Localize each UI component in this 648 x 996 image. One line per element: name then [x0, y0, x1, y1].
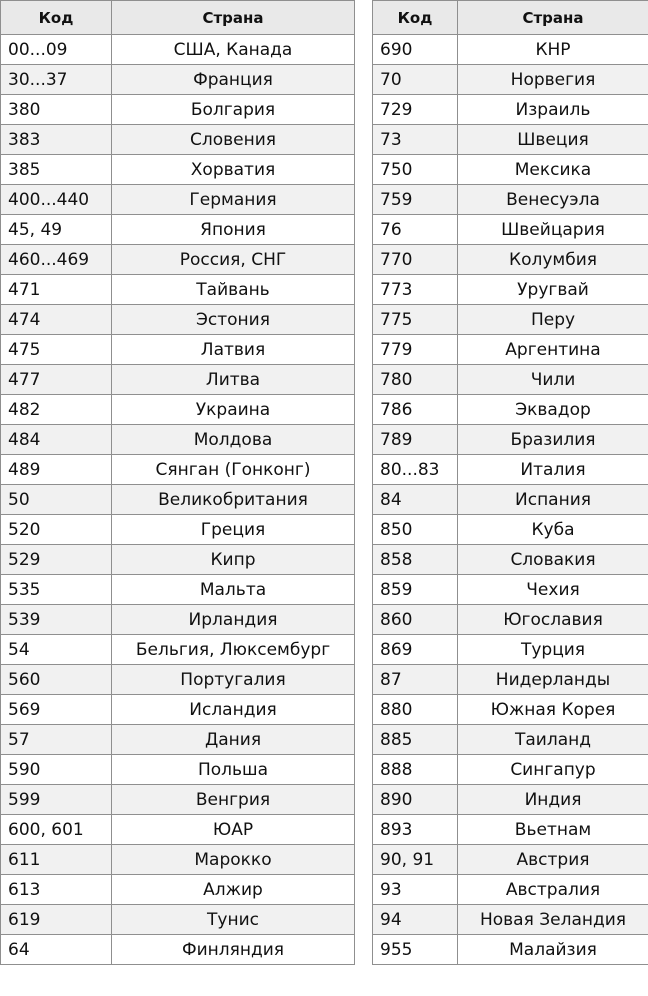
country-code-cell: 888 — [373, 755, 458, 785]
country-code-cell: 560 — [1, 665, 112, 695]
country-code-cell: 779 — [373, 335, 458, 365]
country-code-cell: 93 — [373, 875, 458, 905]
country-code-cell: 00...09 — [1, 35, 112, 65]
table-row — [1, 335, 355, 365]
country-code-cell: 482 — [1, 395, 112, 425]
country-name-cell: Венесуэла — [458, 185, 648, 215]
country-name-cell: Россия, СНГ — [112, 245, 355, 275]
table-row — [1, 245, 355, 275]
country-code-cell: 880 — [373, 695, 458, 725]
table-row — [373, 695, 648, 725]
country-code-cell: 76 — [373, 215, 458, 245]
country-code-cell: 539 — [1, 605, 112, 635]
country-name-cell: Украина — [112, 395, 355, 425]
country-name-cell: КНР — [458, 35, 648, 65]
table-row — [1, 395, 355, 425]
country-name-cell: Франция — [112, 65, 355, 95]
country-name-cell: Италия — [458, 455, 648, 485]
country-code-table-right — [372, 0, 648, 965]
country-name-cell: Сянган (Гонконг) — [112, 455, 355, 485]
table-row — [373, 575, 648, 605]
country-code-cell: 477 — [1, 365, 112, 395]
country-code-cell: 569 — [1, 695, 112, 725]
country-code-cell: 474 — [1, 305, 112, 335]
header-code: Код — [373, 1, 458, 35]
table-row — [373, 935, 648, 965]
table-row — [1, 695, 355, 725]
country-code-cell: 869 — [373, 635, 458, 665]
table-row — [373, 485, 648, 515]
country-code-cell: 590 — [1, 755, 112, 785]
table-row — [373, 905, 648, 935]
country-code-cell: 600, 601 — [1, 815, 112, 845]
country-code-cell: 50 — [1, 485, 112, 515]
country-name-cell: Югославия — [458, 605, 648, 635]
table-row — [373, 455, 648, 485]
table-row — [1, 455, 355, 485]
table-row — [1, 935, 355, 965]
table-row — [1, 755, 355, 785]
table-row — [1, 905, 355, 935]
country-code-cell: 87 — [373, 665, 458, 695]
table-row — [373, 755, 648, 785]
header-country: Страна — [112, 1, 355, 35]
country-code-cell: 850 — [373, 515, 458, 545]
country-name-cell: Исландия — [112, 695, 355, 725]
table-row — [373, 95, 648, 125]
country-code-cell: 489 — [1, 455, 112, 485]
country-name-cell: Словения — [112, 125, 355, 155]
country-code-cell: 893 — [373, 815, 458, 845]
country-name-cell: Малайзия — [458, 935, 648, 965]
table-row — [1, 845, 355, 875]
country-code-cell: 773 — [373, 275, 458, 305]
table-row — [373, 785, 648, 815]
country-name-cell: Великобритания — [112, 485, 355, 515]
country-name-cell: Вьетнам — [458, 815, 648, 845]
table-row — [1, 785, 355, 815]
table-row — [1, 635, 355, 665]
header-country: Страна — [458, 1, 648, 35]
table-row — [1, 725, 355, 755]
country-code-cell: 955 — [373, 935, 458, 965]
country-name-cell: Болгария — [112, 95, 355, 125]
table-row — [373, 425, 648, 455]
table-row — [373, 245, 648, 275]
country-code-cell: 729 — [373, 95, 458, 125]
country-name-cell: Южная Корея — [458, 695, 648, 725]
country-name-cell: Марокко — [112, 845, 355, 875]
country-code-cell: 859 — [373, 575, 458, 605]
table-row — [1, 575, 355, 605]
country-code-cell: 57 — [1, 725, 112, 755]
table-row — [1, 815, 355, 845]
table-row — [373, 365, 648, 395]
country-name-cell: Куба — [458, 515, 648, 545]
country-name-cell: Колумбия — [458, 245, 648, 275]
country-name-cell: Эстония — [112, 305, 355, 335]
country-code-cell: 885 — [373, 725, 458, 755]
country-name-cell: Индия — [458, 785, 648, 815]
country-name-cell: Швейцария — [458, 215, 648, 245]
country-name-cell: Польша — [112, 755, 355, 785]
country-name-cell: Мексика — [458, 155, 648, 185]
country-code-cell: 94 — [373, 905, 458, 935]
country-name-cell: Швеция — [458, 125, 648, 155]
country-code-cell: 90, 91 — [373, 845, 458, 875]
country-name-cell: Чили — [458, 365, 648, 395]
table-row — [373, 305, 648, 335]
country-code-cell: 750 — [373, 155, 458, 185]
table-row — [1, 35, 355, 65]
country-name-cell: Португалия — [112, 665, 355, 695]
table-row — [1, 425, 355, 455]
country-code-cell: 400...440 — [1, 185, 112, 215]
country-name-cell: США, Канада — [112, 35, 355, 65]
table-row — [1, 125, 355, 155]
table-row — [1, 545, 355, 575]
country-code-cell: 64 — [1, 935, 112, 965]
country-name-cell: Эквадор — [458, 395, 648, 425]
country-name-cell: Уругвай — [458, 275, 648, 305]
country-code-cell: 484 — [1, 425, 112, 455]
table-row — [373, 155, 648, 185]
country-code-cell: 611 — [1, 845, 112, 875]
table-row — [373, 125, 648, 155]
table-row — [373, 635, 648, 665]
country-name-cell: Тайвань — [112, 275, 355, 305]
country-code-cell: 385 — [1, 155, 112, 185]
country-name-cell: Нидерланды — [458, 665, 648, 695]
country-name-cell: Дания — [112, 725, 355, 755]
table-row — [373, 725, 648, 755]
table-row — [373, 665, 648, 695]
table-row — [373, 605, 648, 635]
table-row — [373, 395, 648, 425]
country-code-cell: 70 — [373, 65, 458, 95]
country-code-cell: 535 — [1, 575, 112, 605]
country-name-cell: Таиланд — [458, 725, 648, 755]
country-name-cell: Норвегия — [458, 65, 648, 95]
country-code-cell: 73 — [373, 125, 458, 155]
country-name-cell: Мальта — [112, 575, 355, 605]
table-row — [373, 875, 648, 905]
country-name-cell: Аргентина — [458, 335, 648, 365]
country-code-cell: 45, 49 — [1, 215, 112, 245]
table-row — [1, 305, 355, 335]
country-name-cell: Израиль — [458, 95, 648, 125]
table-row — [373, 215, 648, 245]
table-header-row — [1, 1, 355, 35]
country-code-cell: 84 — [373, 485, 458, 515]
country-code-cell: 858 — [373, 545, 458, 575]
table-row — [373, 275, 648, 305]
country-code-cell: 619 — [1, 905, 112, 935]
country-name-cell: Австралия — [458, 875, 648, 905]
country-code-cell: 80...83 — [373, 455, 458, 485]
country-code-cell: 471 — [1, 275, 112, 305]
country-code-cell: 383 — [1, 125, 112, 155]
table-row — [373, 65, 648, 95]
country-name-cell: Кипр — [112, 545, 355, 575]
header-code: Код — [1, 1, 112, 35]
country-name-cell: Перу — [458, 305, 648, 335]
country-code-cell: 775 — [373, 305, 458, 335]
country-name-cell: Сингапур — [458, 755, 648, 785]
table-row — [1, 515, 355, 545]
table-row — [373, 185, 648, 215]
country-name-cell: Тунис — [112, 905, 355, 935]
country-code-cell: 770 — [373, 245, 458, 275]
table-row — [1, 65, 355, 95]
table-row — [1, 155, 355, 185]
country-name-cell: Словакия — [458, 545, 648, 575]
country-name-cell: Ирландия — [112, 605, 355, 635]
country-name-cell: Молдова — [112, 425, 355, 455]
table-row — [1, 275, 355, 305]
country-name-cell: Германия — [112, 185, 355, 215]
country-code-cell: 54 — [1, 635, 112, 665]
country-code-cell: 599 — [1, 785, 112, 815]
country-name-cell: Финляндия — [112, 935, 355, 965]
table-row — [373, 815, 648, 845]
country-code-cell: 475 — [1, 335, 112, 365]
country-name-cell: Япония — [112, 215, 355, 245]
country-name-cell: ЮАР — [112, 815, 355, 845]
country-code-cell: 860 — [373, 605, 458, 635]
country-name-cell: Новая Зеландия — [458, 905, 648, 935]
country-name-cell: Хорватия — [112, 155, 355, 185]
country-name-cell: Бразилия — [458, 425, 648, 455]
country-code-cell: 759 — [373, 185, 458, 215]
table-row — [373, 845, 648, 875]
country-name-cell: Литва — [112, 365, 355, 395]
table-row — [1, 605, 355, 635]
table-row — [373, 35, 648, 65]
country-code-cell: 789 — [373, 425, 458, 455]
table-row — [1, 665, 355, 695]
country-code-cell: 890 — [373, 785, 458, 815]
country-code-cell: 780 — [373, 365, 458, 395]
country-name-cell: Латвия — [112, 335, 355, 365]
country-name-cell: Алжир — [112, 875, 355, 905]
country-name-cell: Венгрия — [112, 785, 355, 815]
country-name-cell: Австрия — [458, 845, 648, 875]
table-header-row — [373, 1, 648, 35]
country-code-cell: 529 — [1, 545, 112, 575]
table-row — [373, 335, 648, 365]
table-row — [1, 875, 355, 905]
country-code-cell: 460...469 — [1, 245, 112, 275]
table-row — [373, 515, 648, 545]
table-row — [1, 185, 355, 215]
country-code-cell: 613 — [1, 875, 112, 905]
table-row — [1, 485, 355, 515]
country-name-cell: Бельгия, Люксембург — [112, 635, 355, 665]
country-name-cell: Испания — [458, 485, 648, 515]
country-code-cell: 30...37 — [1, 65, 112, 95]
table-row — [373, 545, 648, 575]
country-code-cell: 690 — [373, 35, 458, 65]
table-row — [1, 365, 355, 395]
country-name-cell: Греция — [112, 515, 355, 545]
country-code-cell: 380 — [1, 95, 112, 125]
country-code-cell: 520 — [1, 515, 112, 545]
table-row — [1, 95, 355, 125]
country-name-cell: Чехия — [458, 575, 648, 605]
country-code-cell: 786 — [373, 395, 458, 425]
country-name-cell: Турция — [458, 635, 648, 665]
table-row — [1, 215, 355, 245]
